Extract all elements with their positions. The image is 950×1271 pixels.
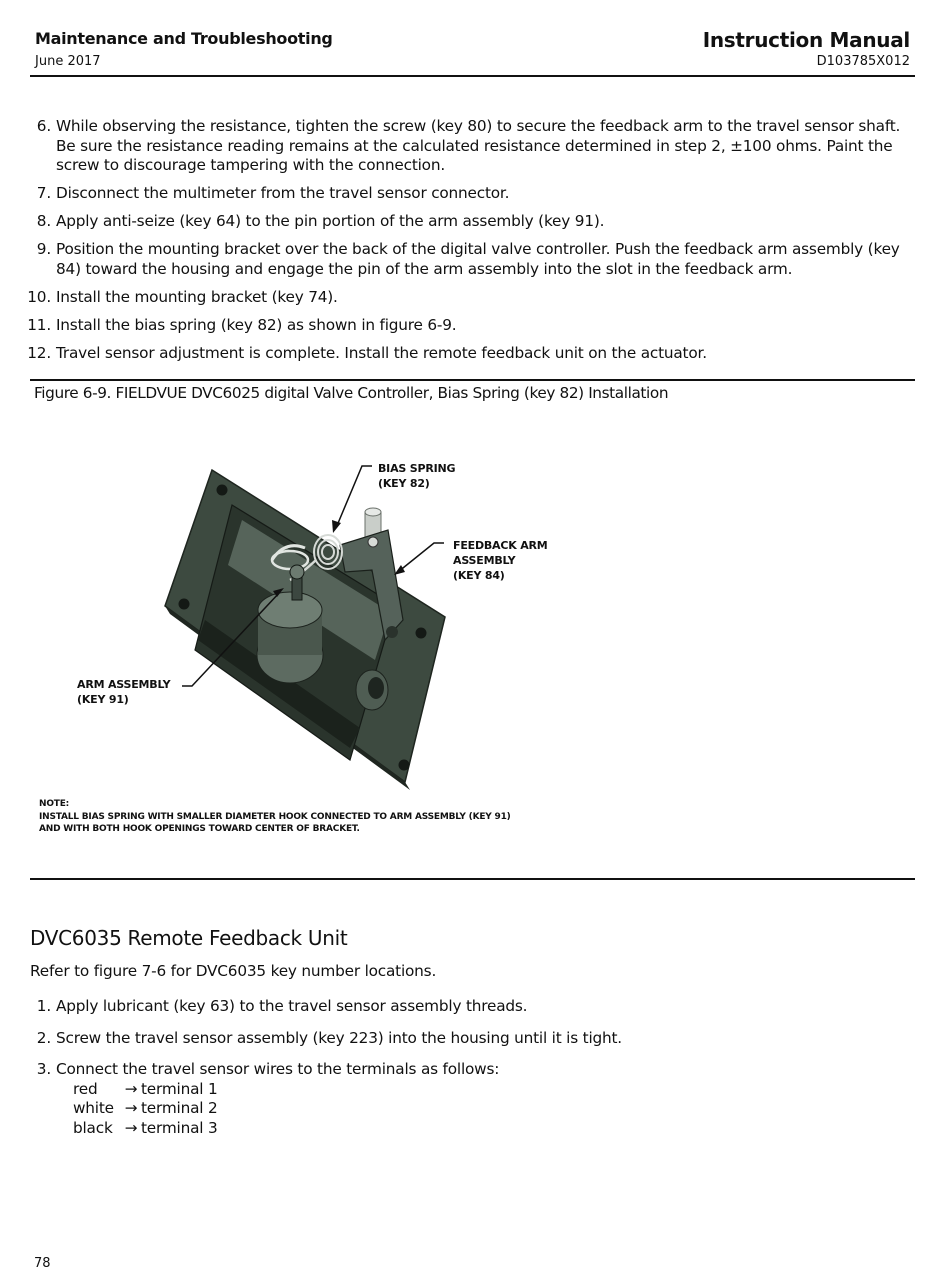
- header-rule: [30, 75, 915, 77]
- step-number: 2.: [36, 1028, 51, 1047]
- side-port-bore: [368, 677, 384, 699]
- procedure-steps: [22, 117, 912, 372]
- step-text: Screw the travel sensor assembly (key 223) into the housing until it is tight.: [56, 1028, 622, 1047]
- figure-caption: Figure 6-9. FIELDVUE DVC6025 digital Valve Controller, Bias Spring (key 82) Installation: [34, 384, 669, 402]
- step-item: [22, 1060, 912, 1138]
- wire-color: white: [73, 1099, 114, 1117]
- running-header-section: Maintenance and Troubleshooting: [35, 29, 333, 48]
- mounting-hole: [217, 485, 228, 496]
- arrow-icon: →: [124, 1118, 138, 1137]
- step-number: 6.: [36, 117, 51, 135]
- page-number: 78: [34, 1256, 51, 1271]
- arrow-icon: →: [124, 1099, 138, 1117]
- step-item: [22, 316, 912, 336]
- callout-bias-spring: BIAS SPRING (KEY 82): [378, 462, 456, 490]
- procedure-steps-2: [22, 997, 912, 1138]
- figure-bottom-rule: [30, 878, 915, 880]
- step-number: 1.: [36, 997, 51, 1015]
- step-number: 11.: [27, 315, 51, 334]
- mounting-hole: [179, 599, 190, 610]
- step-text: Install the mounting bracket (key 74).: [56, 287, 338, 306]
- wire-list: [56, 1080, 912, 1139]
- step-text: Travel sensor adjustment is complete. Install the remote feedback unit on the actuator.: [56, 343, 707, 362]
- wire-terminal: terminal 3: [141, 1118, 218, 1137]
- running-header-doc-id: D103785X012: [816, 54, 910, 69]
- mounting-hole: [399, 760, 410, 771]
- step-item: [22, 184, 912, 204]
- shaft-top: [365, 508, 381, 516]
- figure-top-rule: [30, 379, 915, 381]
- arrow-icon: →: [124, 1079, 138, 1098]
- callout-feedback-arm: FEEDBACK ARM ASSEMBLY (KEY 84): [453, 539, 548, 582]
- step-item: [22, 997, 912, 1017]
- cylinder-top: [258, 592, 322, 628]
- step-item: [22, 212, 912, 232]
- step-text: Apply anti-seize (key 64) to the pin portion of the arm assembly (key 91).: [56, 212, 605, 230]
- wire-row: [73, 1099, 912, 1119]
- mounting-hole: [416, 628, 427, 639]
- wire-terminal: terminal 2: [141, 1099, 218, 1117]
- step-item: [22, 117, 912, 176]
- feedback-arm-screw: [368, 537, 378, 547]
- wire-row: [73, 1080, 912, 1100]
- step-number: 12.: [27, 343, 51, 362]
- step-number: 3.: [36, 1060, 51, 1078]
- arm-assembly: [290, 565, 304, 600]
- wire-color: black: [73, 1118, 113, 1137]
- running-header-date: June 2017: [35, 54, 101, 69]
- step-item: [22, 1029, 912, 1049]
- wire-color: red: [73, 1079, 98, 1098]
- step-text: Disconnect the multimeter from the travel sensor connector.: [56, 184, 510, 202]
- step-text: While observing the resistance, tighten the screw (key 80) to secure the feedback arm to the travel sensor shaft. Be sure the resistance reading remains at the calculated resistance determined in step 2, ±100 ohms. Paint the screw to discourage tampering with the connection.: [56, 117, 901, 174]
- note-line: INSTALL BIAS SPRING WITH SMALLER DIAMETER HOOK CONNECTED TO ARM ASSEMBLY (KEY 91): [39, 811, 511, 822]
- wire-row: [73, 1119, 912, 1139]
- step-text: Position the mounting bracket over the back of the digital valve controller. Push the feedback arm assembly (key 84) toward the housing and engage the pin of the arm assembly into the slot in the feedback arm.: [56, 240, 900, 278]
- step-number: 10.: [27, 287, 51, 306]
- note-title: NOTE:: [39, 799, 70, 809]
- feedback-arm-pivot: [386, 626, 398, 638]
- running-header-manual: Instruction Manual: [702, 28, 910, 52]
- section-heading: DVC6035 Remote Feedback Unit: [30, 926, 348, 950]
- step-item: [22, 288, 912, 308]
- bracket-illustration: [0, 400, 950, 800]
- step-number: 7.: [36, 184, 51, 202]
- wire-terminal: terminal 1: [141, 1079, 218, 1098]
- figure-note: [39, 798, 511, 836]
- section-intro: Refer to figure 7-6 for DVC6035 key number locations.: [30, 962, 437, 980]
- note-line: AND WITH BOTH HOOK OPENINGS TOWARD CENTER OF BRACKET.: [39, 824, 360, 834]
- step-item: [22, 344, 912, 364]
- step-number: 8.: [36, 212, 51, 230]
- step-number: 9.: [36, 240, 51, 258]
- step-text: Apply lubricant (key 63) to the travel sensor assembly threads.: [56, 997, 528, 1015]
- callout-arm-assembly: ARM ASSEMBLY (KEY 91): [77, 678, 171, 706]
- step-text: Install the bias spring (key 82) as shown in figure 6-9.: [56, 315, 457, 334]
- step-item: [22, 240, 912, 279]
- step-text: Connect the travel sensor wires to the terminals as follows:: [56, 1060, 500, 1078]
